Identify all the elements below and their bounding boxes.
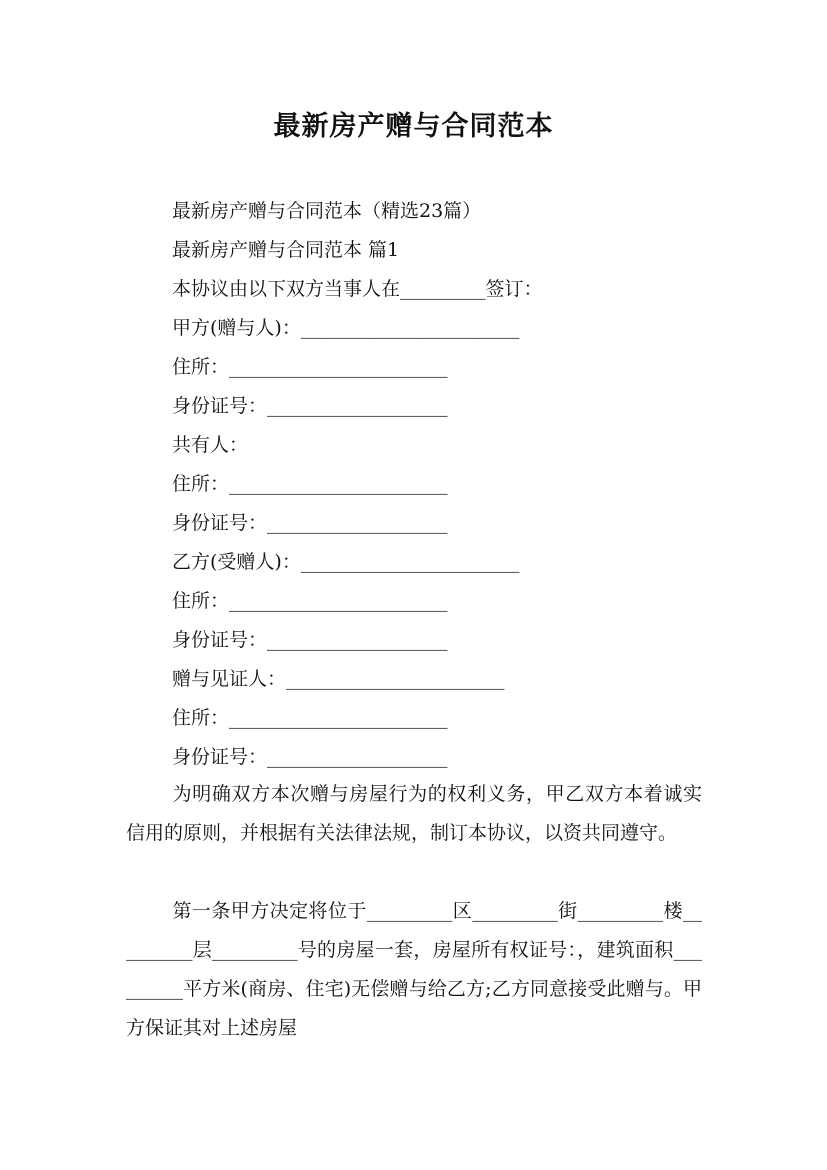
agreement-intro: 本协议由以下双方当事人在_________签订： bbox=[172, 278, 543, 300]
co-owner-address-field: 住所：_______________________ bbox=[172, 473, 448, 495]
section-heading: 最新房产赠与合同范本 篇1 bbox=[172, 239, 400, 261]
party-b-id-field: 身份证号：___________________ bbox=[172, 629, 448, 651]
party-a-field: 甲方(赠与人)：_______________________ bbox=[172, 317, 520, 339]
purpose-paragraph bbox=[126, 775, 702, 853]
subtitle-line: 最新房产赠与合同范本（精选23篇） bbox=[172, 200, 482, 222]
party-b-field: 乙方(受赠人)：_______________________ bbox=[172, 551, 520, 573]
party-b-address-field: 住所：_______________________ bbox=[172, 590, 448, 612]
purpose-paragraph-text: 为明确双方本次赠与房屋行为的权利义务，甲乙双方本着诚实信用的原则，并根据有关法律法规，制订本协议，以资共同遵守。 bbox=[126, 783, 702, 844]
witness-field: 赠与见证人：_______________________ bbox=[172, 668, 505, 690]
party-a-address-field: 住所：_______________________ bbox=[172, 356, 448, 378]
witness-address-field: 住所：_______________________ bbox=[172, 707, 448, 729]
co-owner-id-field: 身份证号：___________________ bbox=[172, 512, 448, 534]
article-one-paragraph bbox=[126, 892, 702, 1048]
document-title: 最新房产赠与合同范本 bbox=[273, 111, 554, 142]
co-owner-label: 共有人： bbox=[172, 434, 249, 456]
party-a-id-field: 身份证号：___________________ bbox=[172, 395, 448, 417]
article-one-text: 第一条甲方决定将位于_________区_________街_________楼_________层_________号的房屋一套，房屋所有权证号：，建筑面积_________平方米(商房、住宅)无偿赠与给乙方;乙方同意接受此赠与。甲方保证其对上述房屋 bbox=[126, 900, 702, 1039]
witness-id-field: 身份证号：___________________ bbox=[172, 746, 448, 768]
